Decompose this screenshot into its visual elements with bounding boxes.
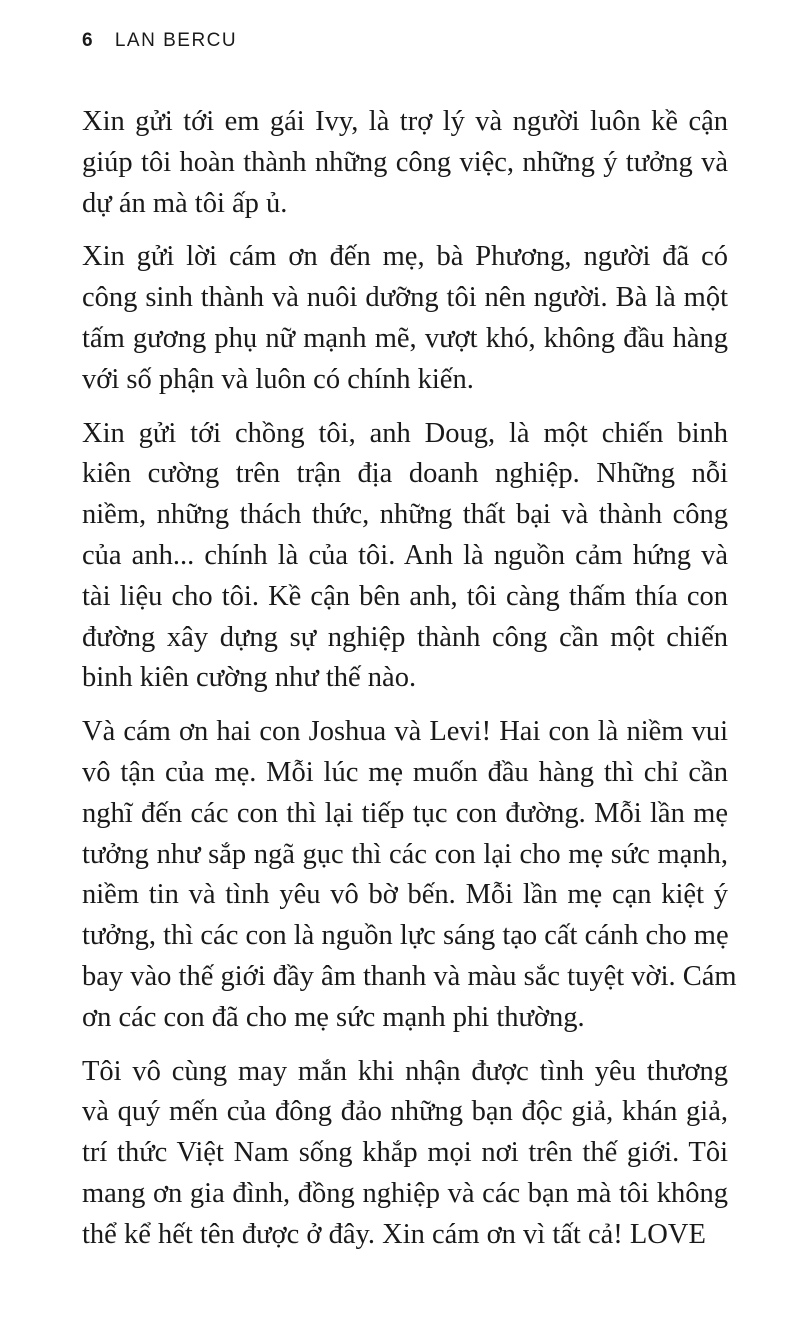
text-line: Xin gửi lời cám ơn đến mẹ, bà Phương, người đã có [82,241,728,273]
paragraph-children [82,712,737,1038]
text-line: Xin gửi tới chồng tôi, anh Doug, là một chiến binh [82,417,728,449]
text-line: bay vào thế giới đầy âm thanh và màu sắc tuyệt vời. Cám [82,960,737,992]
text-line: tấm gương phụ nữ mạnh mẽ, vượt khó, không đầu hàng [82,322,728,354]
text-line: tài liệu cho tôi. Kề cận bên anh, tôi càng thấm thía con [82,580,728,612]
text-line: đường xây dựng sự nghiệp thành công cần một chiến [82,621,728,653]
text-line: mang ơn gia đình, đồng nghiệp và các bạn mà tôi không [82,1177,728,1209]
text-line: trí thức Việt Nam sống khắp mọi nơi trên thế giới. Tôi [82,1137,728,1169]
text-line: công sinh thành và nuôi dưỡng tôi nên người. Bà là một [82,282,728,314]
text-line: vô tận của mẹ. Mỗi lúc mẹ muốn đầu hàng thì chỉ cần [82,756,728,788]
text-line: Và cám ơn hai con Joshua và Levi! Hai con là niềm vui [82,716,728,748]
text-line: nghĩ đến các con thì lại tiếp tục con đường. Mỗi lần mẹ [82,797,728,829]
text-line: giúp tôi hoàn thành những công việc, những ý tưởng và [82,146,728,178]
text-line: ơn các con đã cho mẹ sức mạnh phi thường. [82,1001,585,1033]
text-line: Xin gửi tới em gái Ivy, là trợ lý và người luôn kề cận [82,106,728,137]
body-text [82,102,737,1269]
text-line: với số phận và luôn có chính kiến. [82,363,474,395]
text-line: niềm, những thách thức, những thất bại và thành công [82,499,728,531]
text-line: tưởng như sắp ngã gục thì các con lại cho mẹ sức mạnh, [82,838,728,870]
paragraph-readers [82,1052,728,1256]
paragraph-husband [82,414,728,700]
text-line: thể kể hết tên được ở đây. Xin cám ơn vì tất cả! LOVE [82,1218,706,1250]
author-name: LAN BERCU [114,30,238,51]
text-line: Tôi vô cùng may mắn khi nhận được tình yêu thương [82,1055,728,1087]
page-number: 6 [82,30,95,51]
paragraph-mother [82,237,728,400]
text-line: niềm tin và tình yêu vô bờ bến. Mỗi lần mẹ cạn kiệt ý [82,879,728,911]
paragraph-ivy [82,102,728,224]
text-line: binh kiên cường như thế nào. [82,662,417,694]
running-header [82,30,237,52]
text-line: tưởng, thì các con là nguồn lực sáng tạo cất cánh cho mẹ [82,920,729,952]
text-line: kiên cường trên trận địa doanh nghiệp. Những nỗi [82,458,728,490]
text-line: dự án mà tôi ấp ủ. [82,187,288,219]
text-line: của anh... chính là của tôi. Anh là nguồn cảm hứng và [82,539,728,571]
text-line: và quý mến của đông đảo những bạn độc giả, khán giả, [82,1096,728,1128]
